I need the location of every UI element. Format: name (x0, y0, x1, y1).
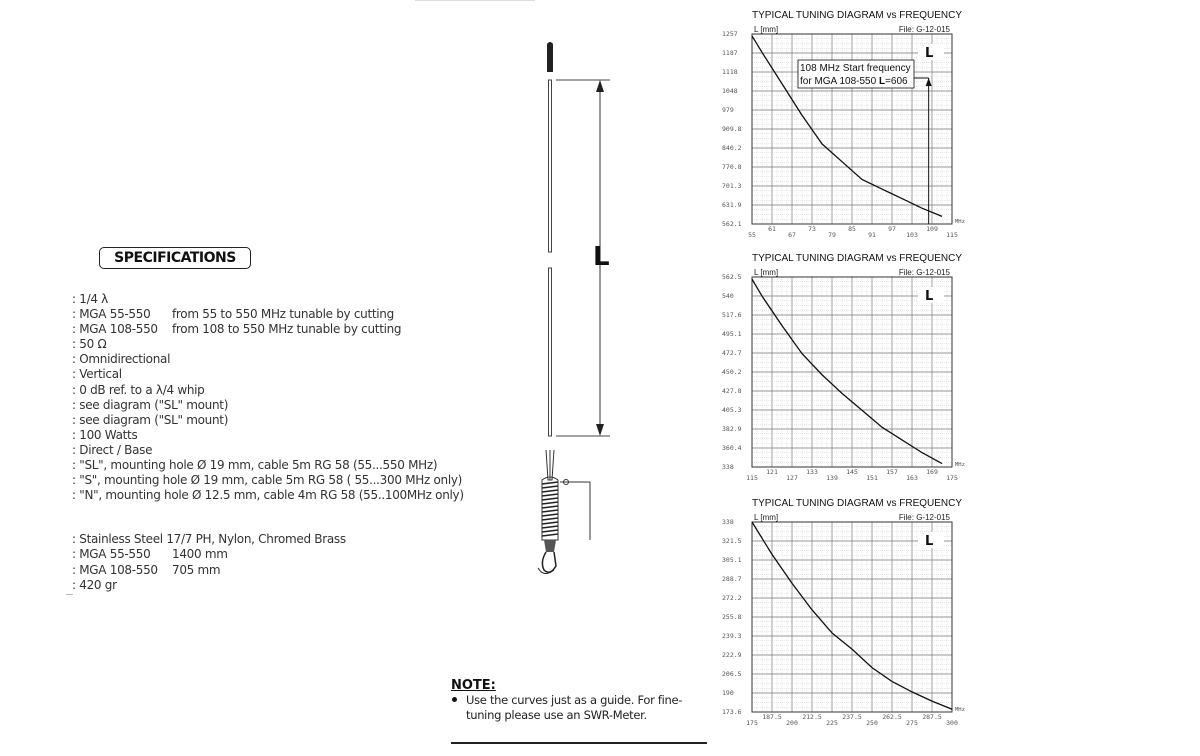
dimension-arrow-bottom (596, 424, 604, 436)
x-tick-label: 115 (946, 231, 958, 239)
y-axis-label: L [mm] (754, 268, 779, 277)
antenna-tip (547, 42, 553, 72)
spec-row (72, 578, 464, 593)
y-axis-label: L [mm] (754, 25, 779, 34)
y-tick-label: 272.2 (722, 594, 742, 602)
x-tick-label: 275 (906, 719, 918, 727)
spec-value: : "S", mounting hole Ø 19 mm, cable 5m RG 58 ( 55...300 MHz only) (72, 473, 463, 488)
y-tick-label: 979 (722, 106, 734, 114)
y-tick-label: 190 (722, 689, 734, 697)
x-tick-label: 237.5 (842, 713, 862, 721)
chart-grid (752, 277, 952, 467)
y-tick-label: 405.3 (722, 406, 742, 414)
x-tick-label: 175 (746, 719, 758, 727)
spec-detail: from 55 to 550 MHz tunable by cutting (172, 307, 394, 322)
y-tick-label: 427.8 (722, 387, 742, 395)
spec-row (72, 503, 464, 532)
note-title: NOTE: (451, 678, 496, 693)
spec-value: : "N", mounting hole Ø 12.5 mm, cable 4m RG 58 (55..100MHz only) (72, 488, 464, 503)
y-axis-label: L [mm] (754, 513, 779, 522)
x-tick-label: 212.5 (802, 713, 822, 721)
spec-row (72, 488, 464, 503)
x-tick-label: 115 (746, 474, 758, 482)
y-tick-label: 770.8 (722, 163, 742, 171)
spec-row (72, 322, 464, 337)
spec-value: : 100 Watts (72, 427, 138, 442)
spec-value: : MGA 108-550 (72, 562, 158, 577)
corner-tick (66, 594, 73, 595)
spec-row (72, 458, 464, 473)
note-line-2: tuning please use an SWR-Meter. (466, 708, 647, 722)
spec-value: : Omnidirectional (72, 352, 171, 367)
antenna-length-label: L (593, 242, 610, 272)
y-tick-label: 255.8 (722, 613, 742, 621)
x-tick-label: 91 (868, 231, 876, 239)
x-tick-label: 187.5 (762, 713, 782, 721)
spec-row (72, 352, 464, 367)
diagram-title: TYPICAL TUNING DIAGRAM vs FREQUENCY (752, 253, 963, 264)
spec-value: : "SL", mounting hole Ø 19 mm, cable 5m RG 58 (55...550 MHz) (72, 458, 438, 473)
spec-value: : 420 gr (72, 577, 117, 592)
x-tick-label: 225 (826, 719, 838, 727)
spec-row (72, 473, 464, 488)
curve-label: L (925, 534, 934, 549)
note-bullet (452, 697, 457, 702)
annotation-line-1: 108 MHz Start frequency (800, 63, 911, 74)
x-tick-label: 151 (866, 474, 878, 482)
antenna-whip-lower (549, 268, 552, 436)
y-tick-label: 1257 (722, 30, 738, 38)
note-rule (451, 742, 707, 744)
tuning-diagram-1 (712, 10, 974, 250)
spec-value: : 50 Ω (72, 337, 107, 352)
spec-value: : MGA 55-550 (72, 307, 151, 322)
spec-row (72, 307, 464, 322)
curve-label: L (925, 46, 934, 61)
x-tick-label: 169 (926, 468, 938, 476)
y-tick-label: 631.9 (722, 201, 742, 209)
x-tick-label: 79 (828, 231, 836, 239)
y-tick-label: 321.5 (722, 537, 742, 545)
curve-label: L (925, 289, 934, 304)
spec-value: : see diagram ("SL" mount) (72, 397, 229, 412)
spec-row (72, 428, 464, 443)
x-tick-label: 157 (886, 468, 898, 476)
diagram-title: TYPICAL TUNING DIAGRAM vs FREQUENCY (752, 10, 963, 21)
x-tick-label: 73 (808, 225, 816, 233)
y-tick-label: 222.9 (722, 651, 742, 659)
y-tick-label: 562.1 (722, 220, 742, 228)
y-tick-label: 701.3 (722, 182, 742, 190)
spec-detail: from 108 to 550 MHz tunable by cutting (172, 322, 402, 337)
tuning-chart-2 (712, 265, 974, 495)
annotation-line-2-bold: L (878, 76, 886, 87)
note-line-1: Use the curves just as a guide. For fine- (466, 693, 683, 707)
chart-grid (752, 522, 952, 712)
spec-detail: 705 mm (172, 562, 221, 577)
tuning-diagram-2 (712, 253, 974, 493)
x-tick-label: 262.5 (882, 713, 902, 721)
spec-row (72, 383, 464, 398)
tuning-diagram-3 (712, 498, 974, 748)
y-tick-label: 1048 (722, 87, 738, 95)
y-tick-label: 338 (722, 463, 734, 471)
dimension-arrow-top (596, 80, 604, 92)
unit-label: MHz (955, 462, 965, 468)
y-tick-label: 1118 (722, 68, 738, 76)
y-tick-label: 206.5 (722, 670, 742, 678)
y-tick-label: 840.2 (722, 144, 742, 152)
spec-row (72, 398, 464, 413)
x-tick-label: 163 (906, 474, 918, 482)
spec-detail: 1400 mm (172, 547, 228, 562)
x-tick-label: 121 (766, 468, 778, 476)
top-rule (415, 0, 535, 1)
y-tick-label: 288.7 (722, 575, 742, 583)
spec-row (72, 367, 464, 382)
spec-value: : Stainless Steel 17/7 PH, Nylon, Chromed Brass (72, 532, 346, 547)
spec-row (72, 337, 464, 352)
spec-row (72, 547, 464, 562)
y-tick-label: 450.2 (722, 368, 742, 376)
file-label: File: G-12-015 (898, 268, 950, 277)
spec-row (72, 413, 464, 428)
y-tick-label: 540 (722, 292, 734, 300)
x-tick-label: 139 (826, 474, 838, 482)
spec-value: : MGA 108-550 (72, 322, 158, 337)
y-tick-label: 239.3 (722, 632, 742, 640)
spec-value: : Direct / Base (72, 442, 153, 457)
x-tick-label: 103 (906, 231, 918, 239)
specifications-list (72, 292, 464, 593)
x-tick-label: 55 (748, 231, 756, 239)
marker-arrow-head (926, 78, 932, 86)
tuning-chart-1 (712, 22, 974, 252)
y-tick-label: 173.6 (722, 708, 742, 716)
spec-value: : 1/4 λ (72, 292, 108, 306)
x-tick-label: 133 (806, 468, 818, 476)
spec-row (72, 563, 464, 578)
antenna-whip-upper (549, 80, 552, 252)
x-tick-label: 200 (786, 719, 798, 727)
x-tick-label: 145 (846, 468, 858, 476)
x-tick-label: 175 (946, 474, 958, 482)
spec-row (72, 292, 464, 307)
spec-row (72, 443, 464, 458)
x-tick-label: 85 (848, 225, 856, 233)
x-tick-label: 127 (786, 474, 798, 482)
spec-value: : Vertical (72, 367, 122, 382)
annotation-line-2-prefix: for MGA 108-550 (800, 76, 879, 87)
spec-value: : see diagram ("SL" mount) (72, 412, 229, 427)
spec-value: : MGA 55-550 (72, 547, 151, 562)
spec-value: : 0 dB ref. to a λ/4 whip (72, 382, 205, 397)
y-tick-label: 305.1 (722, 556, 742, 564)
y-tick-label: 338 (722, 518, 734, 526)
antenna-drawing (520, 40, 620, 600)
x-tick-label: 61 (768, 225, 776, 233)
annotation-line-2 (800, 76, 908, 87)
y-tick-label: 1187 (722, 49, 738, 57)
tuning-chart-3 (712, 510, 974, 746)
spec-row (72, 532, 464, 547)
unit-label: MHz (955, 707, 965, 713)
y-tick-label: 472.7 (722, 349, 742, 357)
y-tick-label: 495.1 (722, 330, 742, 338)
unit-label: MHz (955, 219, 965, 225)
specifications-badge: SPECIFICATIONS (99, 247, 251, 269)
spring-mount (538, 450, 590, 574)
x-tick-label: 97 (888, 225, 896, 233)
y-tick-label: 562.5 (722, 273, 742, 281)
x-tick-label: 109 (926, 225, 938, 233)
diagram-title: TYPICAL TUNING DIAGRAM vs FREQUENCY (752, 498, 963, 509)
x-tick-label: 300 (946, 719, 958, 727)
y-tick-label: 517.6 (722, 311, 742, 319)
x-tick-label: 250 (866, 719, 878, 727)
y-tick-label: 382.9 (722, 425, 742, 433)
annotation-line-2-suffix: =606 (885, 76, 908, 87)
x-tick-label: 287.5 (922, 713, 942, 721)
y-tick-label: 909.8 (722, 125, 742, 133)
y-tick-label: 360.4 (722, 444, 742, 452)
file-label: File: G-12-015 (898, 25, 950, 34)
x-tick-label: 67 (788, 231, 796, 239)
file-label: File: G-12-015 (898, 513, 950, 522)
